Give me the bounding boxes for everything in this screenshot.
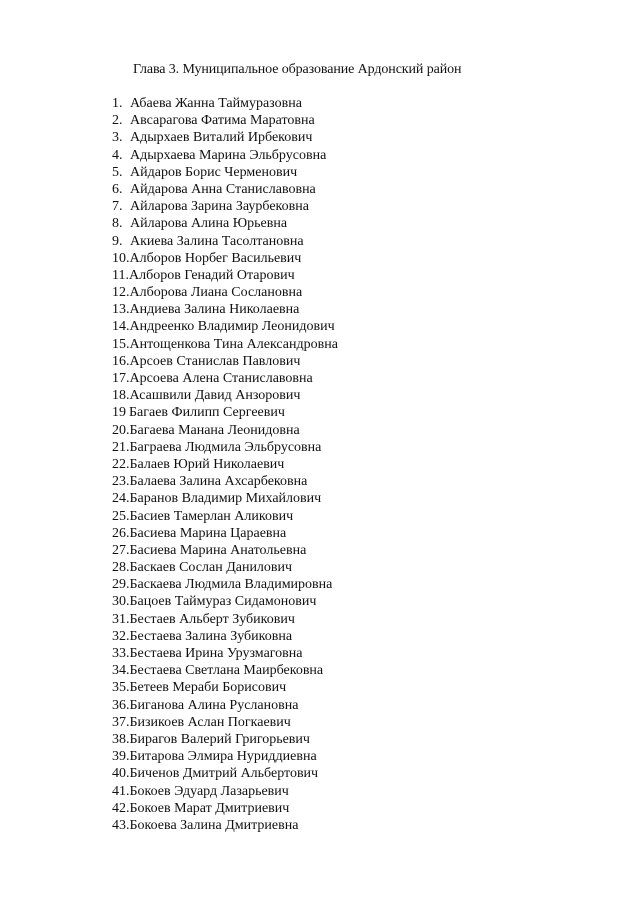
list-item [112,267,338,284]
list-item-name: Алборова Лиана Сослановна [129,285,303,301]
list-item [112,422,338,439]
list-item [112,817,338,834]
list-item-number: 11. [112,267,129,283]
list-item-number: 14. [112,319,130,335]
list-item-name: Бестаева Светлана Маирбековна [129,663,324,679]
list-item-number: 24. [112,491,130,507]
list-item-number: 37. [112,714,130,730]
list-item [112,783,338,800]
list-item-name: Бирагов Валерий Григорьевич [129,731,310,747]
list-item-number: 10. [112,250,130,266]
list-item [112,112,338,129]
list-item-name: Андиева Залина Николаевна [129,302,300,318]
list-item [112,215,338,232]
list-item-number: 35. [112,680,130,696]
list-item [112,662,338,679]
list-item [112,284,338,301]
list-item-name: Андреенко Владимир Леонидович [129,319,335,335]
list-item [112,164,338,181]
list-item-name: Бокоев Эдуард Лазарьевич [129,783,289,799]
list-item-number: 21. [112,439,130,455]
list-item [112,679,338,696]
list-item [112,628,338,645]
list-item-number: 25. [112,508,130,524]
list-item-number: 23. [112,474,130,490]
list-item-name: Арсоев Станислав Павлович [129,353,301,369]
list-item-name: Алборов Генадий Отарович [128,267,295,283]
list-item-name: Битарова Элмира Нуриддиевна [129,749,317,765]
list-item-number: 6. [112,181,123,197]
list-item-name: Адырхаев Виталий Ирбекович [130,130,313,146]
list-item-number: 22. [112,456,130,472]
list-item [112,336,338,353]
list-item [112,800,338,817]
list-item-number: 33. [112,646,130,661]
list-item-name: Биганова Алина Руслановна [129,697,299,713]
list-item [112,473,338,490]
list-item [112,593,338,610]
list-item-name: Багаев Филипп Сергеевич [129,405,285,421]
list-item-name: Антощенкова Тина Александровна [129,336,338,352]
list-item-number: 42. [112,800,130,816]
list-item [112,233,338,250]
name-list [112,95,338,834]
list-item-name: Баграева Людмила Эльбрусовна [129,439,322,455]
list-item-name: Бестаева Залина Зубиковна [129,628,293,644]
list-item [112,370,338,387]
list-item [112,731,338,748]
list-item-number: 7. [112,199,123,215]
list-item-name: Айларова Зарина Заурбековна [130,199,309,215]
list-item-number: 3. [112,130,123,146]
list-item [112,147,338,164]
list-item-number: 34. [112,663,130,679]
list-item [112,559,338,576]
list-item [112,748,338,765]
list-item-number: 16. [112,353,130,369]
list-item-number: 1. [112,96,123,111]
list-item-name: Авсарагова Фатима Маратовна [130,113,315,129]
list-item [112,576,338,593]
list-item [112,611,338,628]
list-item-name: Балаева Залина Ахсарбековна [129,474,308,490]
list-item [112,456,338,473]
list-item [112,198,338,215]
list-item-name: Басиева Марина Цараевна [129,525,287,541]
list-item-number: 28. [112,560,130,576]
list-item-name: Арсоева Алена Станиславовна [129,371,313,386]
list-item-name: Биченов Дмитрий Альбертович [129,766,319,782]
list-item-name: Бетеев Мераби Борисович [129,680,287,696]
list-item-number: 43. [112,817,130,833]
list-item [112,353,338,370]
list-item [112,250,338,267]
list-item-number: 32. [112,628,130,644]
list-item-number: 18. [112,388,130,404]
list-item-number: 5. [112,164,123,180]
list-item-name: Балаев Юрий Николаевич [129,456,285,472]
list-item-number: 20. [112,422,130,438]
list-item-number: 17. [112,371,130,386]
list-item-name: Басиев Тамерлан Аликович [129,508,294,524]
list-item-number: 12. [112,285,130,301]
list-item-number: 36. [112,697,130,713]
list-item-name: Алборов Норбег Васильевич [129,250,302,266]
list-item-number: 29. [112,577,130,593]
list-item-number: 4. [112,147,123,163]
list-item [112,95,338,112]
list-item-name: Бизикоев Аслан Погкаевич [129,714,291,730]
chapter-title: Глава 3. Муниципальное образование Ардонский район [133,62,462,77]
list-item-number: 40. [112,766,130,782]
list-item-name: Багаева Манана Леонидовна [129,422,300,438]
list-item-name: Акиева Залина Тасолтановна [130,233,304,249]
list-item [112,525,338,542]
list-item [112,404,338,421]
list-item [112,697,338,714]
list-item [112,318,338,335]
list-item-number: 39. [112,749,130,765]
list-item [112,181,338,198]
list-item-name: Басиева Марина Анатольевна [129,542,307,558]
list-item [112,301,338,318]
list-item-name: Баскаев Сослан Данилович [129,560,293,576]
list-item-name: Бестаев Альберт Зубикович [129,611,295,627]
list-item [112,765,338,782]
list-item-number: 9. [112,233,123,249]
list-item-name: Бацоев Таймураз Сидамонович [129,594,317,610]
list-item [112,645,338,662]
list-item-name: Бокоев Марат Дмитриевич [129,800,290,816]
list-item-name: Айдаров Борис Черменович [130,164,298,180]
list-item [112,439,338,456]
list-item-name: Айдарова Анна Станиславовна [130,181,316,197]
list-item-number: 41. [112,783,130,799]
list-item-number: 19 [112,405,126,421]
list-item-number: 2. [112,113,123,129]
list-item-name: Айларова Алина Юрьевна [130,216,288,232]
list-item-name: Бестаева Ирина Урузмаговна [129,646,303,661]
list-item-number: 26. [112,525,130,541]
list-item-number: 38. [112,731,130,747]
list-item-number: 31. [112,611,130,627]
list-item-number: 8. [112,216,123,232]
list-item-name: Адырхаева Марина Эльбрусовна [130,147,327,163]
list-item [112,129,338,146]
list-item-number: 30. [112,594,130,610]
list-item-number: 15. [112,336,130,352]
list-item [112,542,338,559]
list-item [112,387,338,404]
list-item-name: Асашвили Давид Анзорович [129,388,301,404]
list-item-name: Абаева Жанна Таймуразовна [130,96,302,111]
list-item-name: Баскаева Людмила Владимировна [129,577,333,593]
list-item [112,714,338,731]
list-item [112,490,338,507]
list-item-number: 27. [112,542,130,558]
list-item-number: 13. [112,302,130,318]
list-item-name: Бокоева Залина Дмитриевна [129,817,299,833]
list-item-name: Баранов Владимир Михайлович [129,491,322,507]
list-item [112,508,338,525]
